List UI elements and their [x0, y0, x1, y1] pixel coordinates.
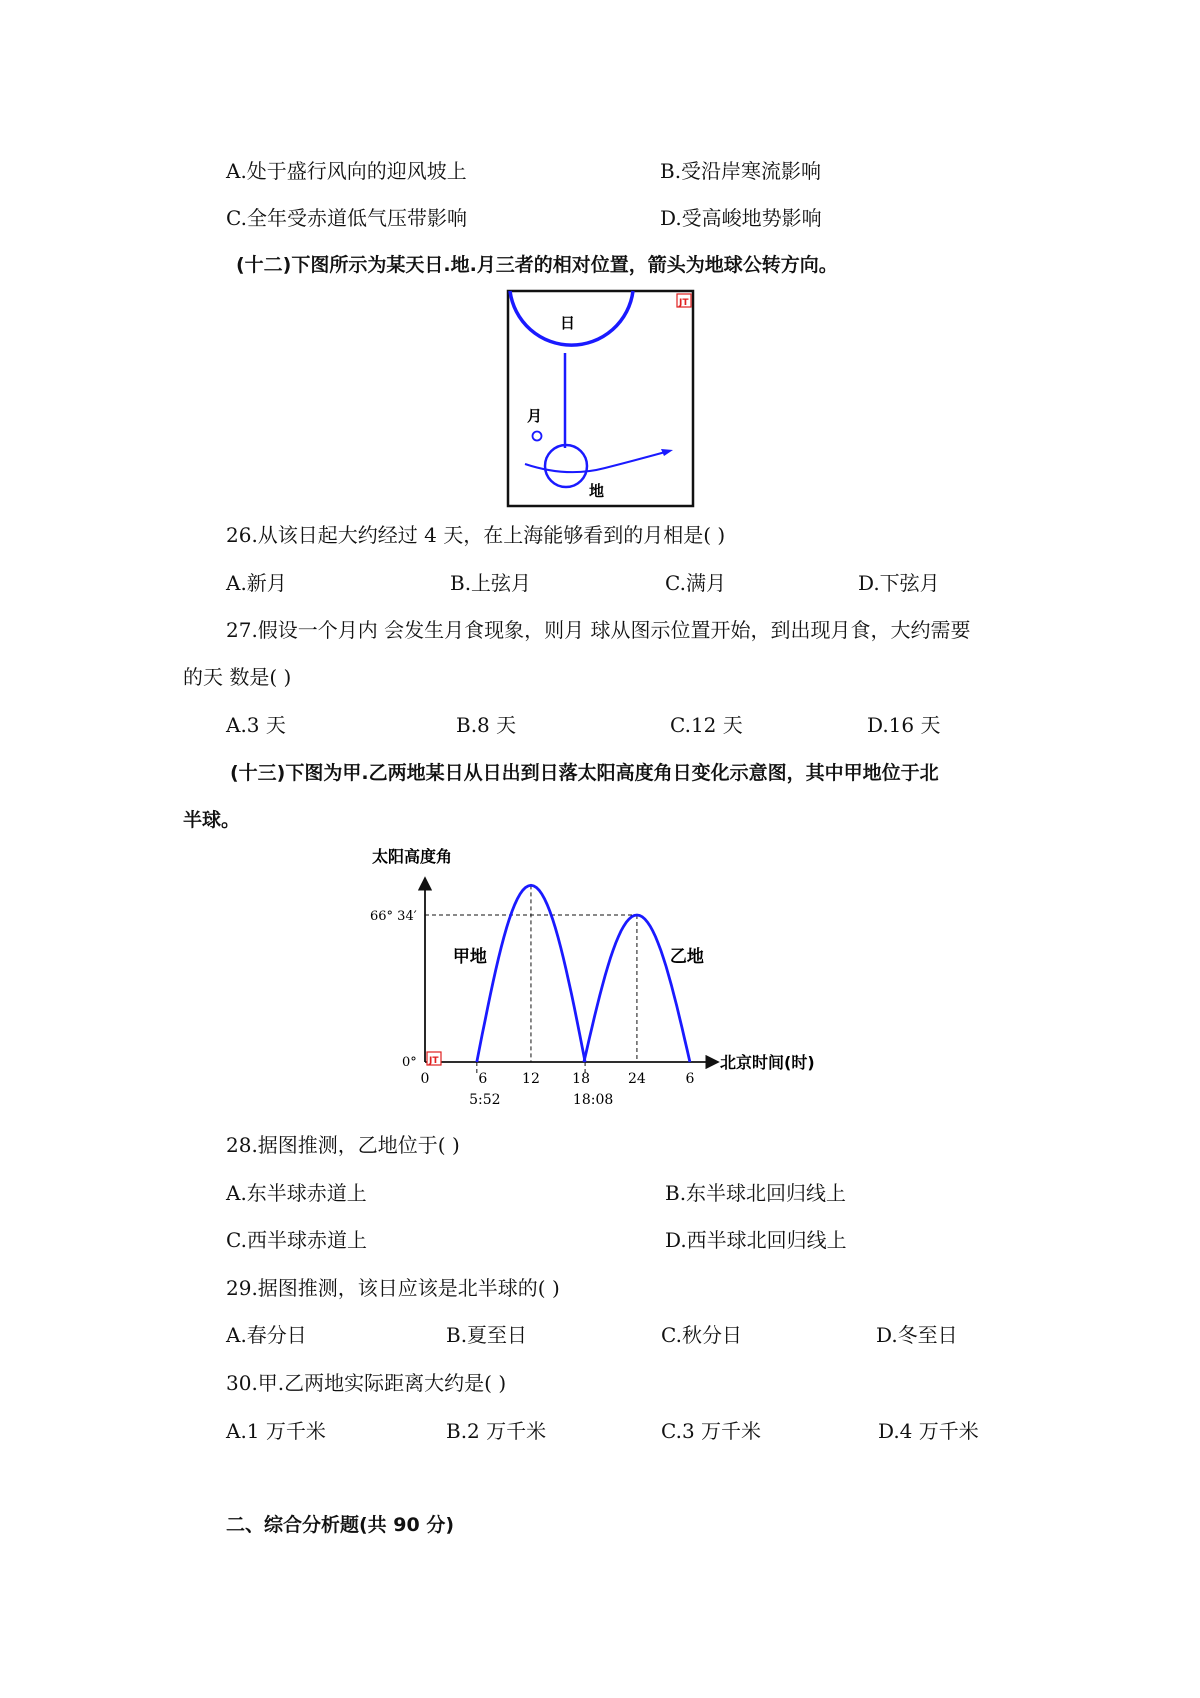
section13-heading-line2: 半球。	[183, 809, 241, 831]
q28-option-d: D.西半球北回归线上	[665, 1228, 847, 1252]
q29-stem: 29.据图推测，该日应该是北半球的( )	[226, 1276, 560, 1300]
q30-option-b: B.2 万千米	[446, 1419, 547, 1443]
q29-option-c: C.秋分日	[661, 1323, 742, 1347]
q25-option-a: A.处于盛行风向的迎风坡上	[226, 159, 467, 183]
solar-altitude-chart	[360, 840, 860, 1120]
q30-option-d: D.4 万千米	[878, 1419, 979, 1443]
q25-option-c: C.全年受赤道低气压带影响	[226, 206, 467, 230]
q27-option-a: A.3 天	[226, 713, 286, 737]
q25-option-d: D.受高峻地势影响	[660, 206, 822, 230]
orbit-arrowhead	[661, 449, 673, 456]
series-label-yi: 乙地	[669, 947, 704, 967]
q26-option-d: D.下弦月	[858, 571, 940, 595]
x-tick-label: 12	[522, 1071, 540, 1087]
q30-stem: 30.甲.乙两地实际距离大约是( )	[226, 1371, 507, 1395]
q26-stem: 26.从该日起大约经过 4 天，在上海能够看到的月相是( )	[226, 523, 726, 547]
q27-stem-line1: 27.假设一个月内 会发生月食现象，则月 球从图示位置开始，到出现月食，大约需要	[226, 618, 971, 642]
q27-option-b: B.8 天	[456, 713, 517, 737]
series-label-jia: 甲地	[452, 947, 487, 967]
q27-option-c: C.12 天	[670, 713, 743, 737]
y-axis-title: 太阳高度角	[372, 847, 453, 866]
x-tick-label: 24	[628, 1071, 646, 1087]
x-time-sublabel: 18:08	[572, 1092, 614, 1108]
moon-circle	[533, 432, 542, 441]
section12-heading: (十二)下图所示为某天日.地.月三者的相对位置，箭头为地球公转方向。	[236, 254, 838, 276]
x-tick-label: 6	[478, 1071, 488, 1087]
earth-circle	[545, 445, 587, 487]
x-tick-label: 18	[572, 1071, 591, 1087]
q28-option-a: A.东半球赤道上	[226, 1181, 367, 1205]
q25-option-b: B.受沿岸寒流影响	[660, 159, 822, 183]
x-tick-label: 6	[685, 1071, 695, 1087]
q30-option-c: C.3 万千米	[661, 1419, 762, 1443]
q26-option-c: C.满月	[665, 571, 726, 595]
y-tick-0: 0°	[402, 1055, 417, 1070]
q27-stem-line2: 的天 数是( )	[183, 665, 292, 689]
q26-option-a: A.新月	[226, 571, 287, 595]
q28-option-b: B.东半球北回归线上	[665, 1181, 847, 1205]
sun-label: 日	[560, 314, 576, 332]
figure-frame	[508, 291, 693, 506]
sun-earth-moon-figure	[505, 288, 700, 510]
section13-heading-line1: (十三)下图为甲.乙两地某日从日出到日落太阳高度角日变化示意图，其中甲地位于北	[230, 762, 939, 784]
q27-option-d: D.16 天	[867, 713, 941, 737]
q28-option-c: C.西半球赤道上	[226, 1228, 367, 1252]
q29-option-b: B.夏至日	[446, 1323, 528, 1347]
y-tick-66-34: 66° 34′	[370, 909, 417, 924]
q29-option-a: A.春分日	[226, 1323, 307, 1347]
q29-option-d: D.冬至日	[876, 1323, 958, 1347]
earth-label: 地	[589, 482, 605, 500]
x-axis-title: 北京时间(时)	[720, 1053, 815, 1072]
q30-option-a: A.1 万千米	[226, 1419, 326, 1443]
x-time-sublabel: 5:52	[469, 1092, 501, 1108]
stamp-text: JT	[679, 298, 689, 308]
chart-stamp-text: JT	[429, 1056, 439, 1066]
q28-stem: 28.据图推测，乙地位于( )	[226, 1133, 460, 1157]
part2-heading: 二、综合分析题(共 90 分)	[226, 1514, 455, 1536]
moon-label: 月	[527, 407, 543, 425]
x-tick-label: 0	[420, 1071, 430, 1087]
q26-option-b: B.上弦月	[450, 571, 532, 595]
